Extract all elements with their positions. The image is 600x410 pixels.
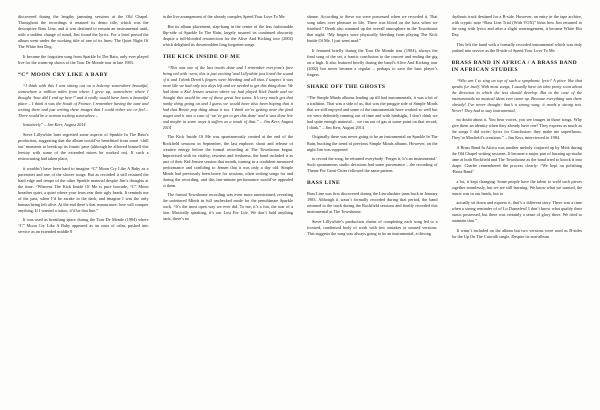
body-paragraph: The formal Townhouse recording was even more unrestrained, revealing the unfettered Minds in full unchecked mode for the penultimate Sparkle track. “It’s the most open way we ever did. To me, it’s a fun, the roar of a lion. Musically speaking, it’s our Lust For Life. We don’t hold anything back, there’s no <box>162 192 293 222</box>
body-paragraph: A Brass Band In Africa was another melody conjured up by Mick during the Old Chapel writing sessions. It became a major part of burning up studio time at both Rockfield and The Townhouse as the band tried to knock it into shape. Charlie remembered the process clearly: “We kept on polishing ‘Brass Band’ <box>451 144 582 175</box>
text-column-2 <box>163 14 294 398</box>
body-paragraph: no doubt about it. You hear voices, you see images in those songs. Why give them an identity when they already have one? They express as much as the songs I did write: lyrics for Conclusion: they make me superfluous. They’re Maxfield’s creations.” – Jim Kerr, interviewed in 1984. <box>451 117 582 141</box>
section-heading: THE KICK INSIDE OF ME <box>162 53 241 60</box>
body-paragraph: “I think with this I was sitting out on a balcony somewhere beautiful, somewhere a million miles from where I grew up, somewhere where I thought ‘how did I end up here?’ and it really would have been a beautiful place – I think it was the South of France. I remember having the tune and writing there and just writing these images that I could either see or feel… There would be a woman rocking somewhere – <box>18 82 149 118</box>
body-paragraph: Steve Lillywhite’s production chains of completing each song led to a focused, condensed body of work with few outtakes or unused versions. This suggests the song was always going to be an instrumental, a driving <box>307 218 438 236</box>
body-paragraph: It was used as breathing space during the Tour De Monde (1984) where “C” Moon Cry Like A Baby appeared as an oasis of calm, pushed into service as an extended middle 8 <box>18 217 149 235</box>
body-paragraph: “This was one of the last tracks done and I remember everyone’s face being red with ‘wow, this is just exciting’ and Lillywhite just loved the sound of it and I think Derek’s fingers were bleeding and all that. I suspect it was more like we had only two days left and we needed to get this thing done. We had done a Kid Jensen session where we had played Kick Inside and we thought this would be one of those great live tunes. It’s very much got that punky thing going on and I guess we would have also been hoping that it had that Bowie pop thing about it too. I think we’re getting near the final stages and it was a case of ‘we’ve got to get this done’ and it was done live and maybe in some ways it suffers as a result of that.” – Jim Kerr, August 2014 <box>162 64 293 130</box>
section-heading: SHAKE OFF THE GHOSTS <box>307 83 386 90</box>
section-heading: BASS LINE <box>307 180 341 187</box>
body-paragraph: It featured briefly during the Tour De Monde tour (1984), always the final song of the set, a frantic conclusion to the concert and ending the gig on a high. It also featured briefly during the band’s Alive And Kicking tour (2002) but never became a regular – perhaps to save the bass player’s fingers. <box>307 47 438 77</box>
text-column-4 <box>452 14 583 398</box>
body-paragraph: This left the band with a formally recorded instrumental which was duly pushed into service as the B-side of Speed Your Love To Me. <box>451 41 582 53</box>
body-paragraph: Originally there was never going to be an instrumental on Sparkle In The Rain, bucking the trend of previous Simple Minds albums. However, on the night Jim was supposed <box>307 134 438 152</box>
body-paragraph: shame. According to Steve we were possessed when we recorded it. That song takes over pleasure in life. There was blood on the bass when we finished.” Derek also summed up the overall atmosphere in the Townhouse that night: “My fingers were physically bleeding from playing The Kick Inside Of Me. I just went mad.” <box>307 14 438 44</box>
body-paragraph: But its album placement, slap-bang in the centre of the less fashionable flip-side of Sparkle In The Rain, largely assured its continued obscurity despite a full-blooded resurrection for the Alive And Kicking tour (2002) which delighted its downtrodden long forgotten songs. <box>162 23 293 47</box>
body-paragraph: The Kick Inside Of Me was spontaneously created at the end of the Rockfield sessions in September, the last euphoric shout and release of creative energy before the formal recording at The Townhouse began. Improvised with its vitality, rawness and freshness, the band included it as part of their Kid Jensen session that month, turning in a confident measured performance and confiding to Jensen that it was only a day old. Simple Minds had previously been brave for sessions, often writing songs for and during the recording, and this last-minute performance would’ve appealed to them. <box>162 134 293 188</box>
section-heading: “C” MOON CRY LIKE A BABY <box>18 71 109 78</box>
section-heading: BRASS BAND IN AFRICA / A BRASS BAND IN AFRICAN STUDIES <box>451 59 578 73</box>
body-paragraph: It wasn’t included on the album but two versions were used as B-sides for the Up On The Catwalk single. Despite its non-album <box>451 227 582 239</box>
body-paragraph: in the live arrangement of the already complex Speed Your Love To Me. <box>162 14 286 19</box>
body-paragraph: Steve Lillywhite later regretted some aspects of Sparkle In The Rain’s production, suggesting that the album would’ve benefitted from some ‘chill out’ moments to break up its frantic pace (although he allowed himself this leeway with some of the extended mixes he worked on). If such a restructuring had taken place, <box>18 131 149 162</box>
body-paragraph: a lot, it kept changing. Some people have the talent to weld such pieces together seamlessly, but we are still learning. We know what we wanted, the music was in our heads, but to <box>451 178 582 196</box>
body-paragraph: discovered during the lengthy jamming sessions at the Old Chapel. Throughout the recordings it retained its demo title, which was the descriptive Bass Line, and it was destined to remain an instrumental until, with a sudden change of mind, Jim found the lyrics. For a brief period the album went under the working title of one of its lines: The Quiet Night Of The White Sea Dog. <box>18 14 149 50</box>
body-paragraph: Bass Line was first discovered during the Lincolnshire jams back in January 1983. Although it wasn’t formally recorded during that period, the band returned to the track during the Rockfield sessions and finally recorded this instrumental at The Townhouse. <box>307 191 438 215</box>
text-columns <box>18 14 582 398</box>
body-paragraph: to record the song, he returned everybody ‘Forget it, it’s an instrumental.’ Such spontaneous studio decisions had some provenance – the recording of Theme For Great Cities followed the same pattern. <box>307 156 438 174</box>
text-column-1 <box>18 14 149 398</box>
body-paragraph: “Who am I to sing on top of such a symphonic lyric? A piece like that speaks for itself. With most songs, I usually have an idea pretty soon about the direction in which the text should develop. But in the case of the instrumentals no musical ideas ever came up. Because everything was there already! I’ve never thought: that’s a strong song, it needs a strong text. Never! They had to stay instrumental, <box>451 77 582 113</box>
body-paragraph: rhythmic track destined for a B-side. However, an entry in the tape archive, with cryptic note “Bass Line Trial (With VOX)” hints how Jim returned to the song with lyrics and after a slight rearrangement, it became White Hot Day. <box>451 14 582 38</box>
text-column-3 <box>307 14 438 398</box>
body-paragraph: It became the forgotten song from Sparkle In The Rain, only ever played live for the warm-up shows of the Tour De Monde tour in late 1983. <box>18 53 149 65</box>
body-paragraph: it wouldn’t have been hard to imagine “C” Moon Cry Like A Baby as a pacesetter and one of the slower songs. But as recorded it still retained the hard edge and tempo of the other Sparkle material despite Jim’s thoughts at the time. “Whereas The Kick Inside Of Me is pure brocade, “C” Moon breathes quiet, a quiet where your fears rear their ugly heads. It reminds me of the past, when I’d be awake in the dark, and imagine I was the only human being left alive. At the end there’s that reassurance: love will conquer anything. If I wanted a tattoo, it’d be that line.” <box>18 165 149 213</box>
body-paragraph: actually sit down and express it, that’s a different story. There was a time when a strong reminder of of Lu Dansefest! I don’t know what quality their music possessed, but there was certainly a sense of glory there. We tried to maintain that.” <box>451 200 582 224</box>
body-paragraph: “The Simple Minds albums leading up till had instrumentals, it was a bit of a tradition. That was a side of us, that was the proggie side of Simple Minds that we still enjoyed and some of the instrumentals have worked so well but we were definitely running out of time and with hindsight, I don’t think we had quite enough material… we ran out of gas at some point on that record, I think.” – Jim Kerr, August 2014 <box>307 94 438 130</box>
body-paragraph: lentatively” – Jim Kerr, August 2014 <box>23 122 86 128</box>
